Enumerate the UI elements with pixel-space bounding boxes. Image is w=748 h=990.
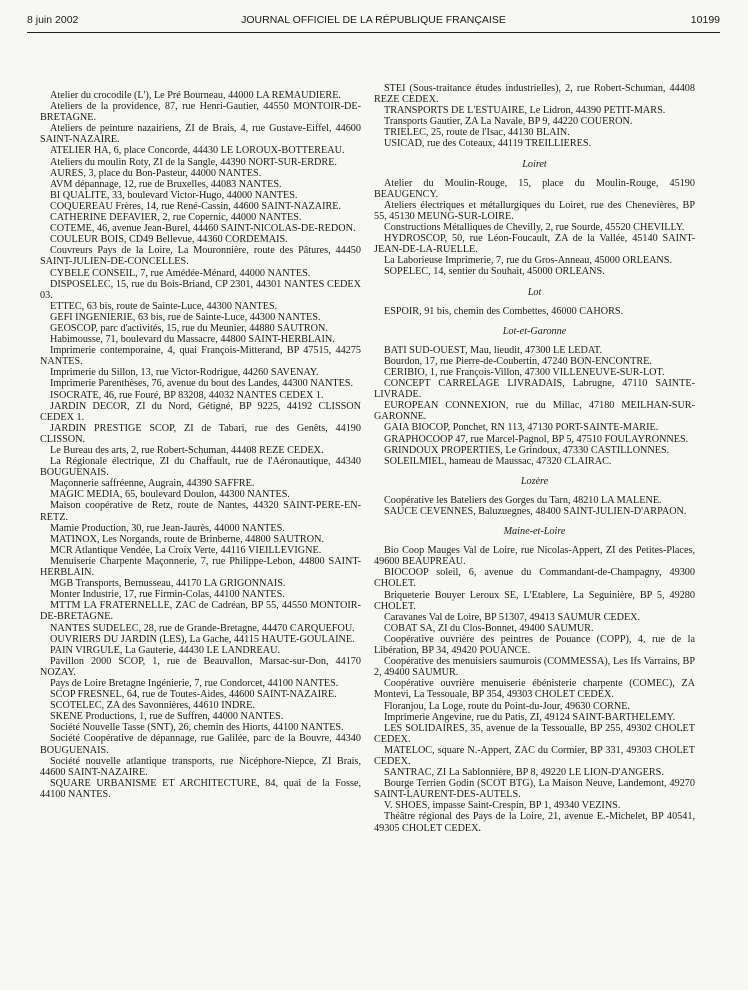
list-entry: MAGIC MEDIA, 65, boulevard Doulon, 44300 NANTES. [50,489,290,501]
list-entry: Menuiserie Charpente Maçonnerie, 7, rue Philippe-Lebon, 44800 SAINT-HERBLAIN. [40,555,361,579]
list-entry: SQUARE URBANISME ET ARCHITECTURE, 84, quai de la Fosse, 44100 NANTES. [40,777,361,800]
list-entry: JARDIN PRESTIGE SCOP, ZI de Tabari, rue des Genêts, 44190 CLISSON. [40,422,361,445]
list-entry: Société Coopérative de dépannage, rue Galilée, parc de la Bouvre, 44340 BOUGUENAIS. [40,733,361,756]
list-entry: Bio Coop Mauges Val de Loire, rue Nicolas-Appert, ZI des Petites-Places, 49600 BEAUPREAU. [374,545,695,568]
list-entry: Coopérative les Bateliers des Gorges du Tarn, 48210 LA MALENE. [384,494,662,506]
list-entry: Ateliers électriques et métallurgiques du Loiret, rue des Chenevières, BP 55, 45130 MEUNG-SUR-LOIRE. [374,199,695,222]
list-entry: TRANSPORTS DE L'ESTUAIRE, Le Lidron, 44390 PETIT-MARS. [384,105,666,117]
list-entry: AURES, 3, place du Bon-Pasteur, 44000 NANTES. [50,167,262,179]
list-entry: COTEME, 46, avenue Jean-Burel, 44460 SAINT-NICOLAS-DE-REDON. [50,223,356,235]
list-entry: MATELOC, square N.-Appert, ZAC du Cormier, BP 331, 49303 CHOLET CEDEX. [374,744,695,767]
section-heading: Loiret [522,158,547,170]
list-entry: EUROPEAN CONNEXION, rue du Millac, 47180 MEILHAN-SUR-GARONNE. [374,400,695,423]
list-entry: Coopérative ouvrière des peintres de Pouance (COPP), 4, rue de la Libération, BP 34, 49420 POUANCE. [374,633,695,657]
list-entry: La Régionale électrique, ZI du Chaffault, rue de l'Aéronautique, 44340 BOUGUENAIS. [40,456,361,479]
list-entry: Société Nouvelle Tasse (SNT), 26, chemin des Hiorts, 44100 NANTES. [50,722,344,734]
list-entry: MATINOX, Les Norgands, route de Brinberne, 44800 SAUTRON. [50,533,324,545]
list-entry: COQUEREAU Frères, 14, rue René-Cassin, 44600 SAINT-NAZAIRE. [50,200,342,212]
list-entry: Briqueterie Bouyer Leroux SE, L'Etablere, La Seguinière, BP 5, 49280 CHOLET. [374,589,695,612]
list-entry: COBAT SA, ZI du Clos-Bonnet, 49400 SAUMUR. [384,622,594,634]
list-entry: OUVRIERS DU JARDIN (LES), La Gache, 44115 HAUTE-GOULAINE. [50,633,355,645]
list-entry: CERIBIO, 1, rue François-Villon, 47300 VILLENEUVE-SUR-LOT. [384,366,665,378]
list-entry: Constructions Métalliques de Chevilly, 2, rue Sourde, 45520 CHEVILLY. [384,222,685,234]
list-entry: Imprimerie Angevine, rue du Patis, ZI, 49124 SAINT-BARTHELEMY. [384,711,676,723]
list-entry: ESPOIR, 91 bis, chemin des Combettes, 46000 CAHORS. [384,305,624,317]
list-entry: SOLEILMIEL, hameau de Maussac, 47320 CLAIRAC. [384,455,612,467]
list-entry: GRAPHOCOOP 47, rue Marcel-Pagnol, BP 5, 47510 FOULAYRONNES. [384,433,689,445]
list-entry: MCR Atlantique Vendée, La Croix Verte, 44116 VIEILLEVIGNE. [50,544,322,556]
list-entry: COULEUR BOIS, CD49 Bellevue, 44360 CORDEMAIS. [50,234,288,246]
list-entry: NANTES SUDELEC, 28, rue de Grande-Bretagne, 44470 CARQUEFOU. [50,622,355,634]
list-entry: Bourge Terrien Godin (SCOT BTG), La Maison Neuve, Landemont, 49270 SAINT-LAURENT-DES-AUTELS. [374,778,695,801]
list-entry: USICAD, rue des Coteaux, 44119 TREILLIERES. [384,138,592,150]
list-entry: Maison coopérative de Retz, route de Nantes, 44320 SAINT-PERE-EN-RETZ. [40,500,361,523]
header-date: 8 juin 2002 [27,14,79,26]
list-entry: Le Bureau des arts, 2, rue Robert-Schuman, 44408 REZE CEDEX. [50,445,324,456]
list-entry: Mamie Production, 30, rue Jean-Jaurès, 44000 NANTES. [50,522,285,534]
list-entry: V. SHOES, impasse Saint-Crespin, BP 1, 49340 VEZINS. [384,800,621,812]
list-entry: AVM dépannage, 12, rue de Bruxelles, 44083 NANTES. [50,178,282,190]
list-entry: CONCEPT CARRELAGE LIVRADAIS, Labrugne, 47110 SAINTE-LIVRADE. [374,378,695,401]
list-entry: BIOCOOP soleil, 6, avenue du Commandant-de-Champagny, 49300 CHOLET. [374,567,695,590]
section-heading: Maine-et-Loire [503,526,566,538]
list-entry: Habimousse, 71, boulevard du Massacre, 44800 SAINT-HERBLAIN. [50,334,335,346]
page-header [27,14,720,30]
list-entry: Imprimerie Parenthèses, 76, avenue du bout des Landes, 44300 NANTES. [50,378,354,390]
list-entry: BI QUALITE, 33, boulevard Victor-Hugo, 44000 NANTES. [50,189,298,201]
list-entry: SANTRAC, ZI La Sablonnière, BP 8, 49220 LE LION-D'ANGERS. [384,767,664,779]
right-column [374,83,695,834]
list-entry: Imprimerie contemporaine, 4, quai François-Mitterand, BP 47515, 44275 NANTES. [40,345,361,368]
list-entry: SAUCE CEVENNES, Baluzuegnes, 48400 SAINT-JULIEN-D'ARPAON. [384,506,687,517]
list-entry: Théâtre régional des Pays de la Loire, 21, avenue E.-Michelet, BP 40541, 49305 CHOLET CEDEX. [374,811,695,834]
list-entry: Floranjou, La Loge, route du Point-du-Jour, 49630 CORNE. [384,700,631,712]
list-entry: SCOP FRESNEL, 64, rue de Toutes-Aides, 44600 SAINT-NAZAIRE. [50,689,337,701]
list-entry: ATELIER HA, 6, place Concorde, 44430 LE LOROUX-BOTTEREAU. [50,145,345,157]
list-entry: Pavillon 2000 SCOP, 1, rue de Beauvallon, Marsac-sur-Don, 44170 NOZAY. [40,655,361,678]
list-entry: Ateliers de la providence, 87, rue Henri-Gautier, 44550 MONTOIR-DE-BRETAGNE. [40,101,361,124]
left-column [40,90,361,800]
list-entry: GEOSCOP, parc d'activités, 15, rue du Meunier, 44880 SAUTRON. [50,322,328,334]
list-entry: Ateliers de peinture nazairiens, ZI de Brais, 4, rue Gustave-Eiffel, 44600 SAINT-NAZAIRE. [40,123,361,146]
list-entry: MTTM LA FRATERNELLE, ZAC de Cadréan, BP 55, 44550 MONTOIR-DE-BRETAGNE. [40,600,361,623]
section-heading: Lot [527,286,542,298]
list-entry: Caravanes Val de Loire, BP 51307, 49413 SAUMUR CEDEX. [384,611,641,623]
list-entry: SOPELEC, 14, sentier du Souhait, 45000 ORLEANS. [384,266,605,278]
list-entry: GEFI INGENIERIE, 63 bis, rue de Sainte-Luce, 44300 NANTES. [50,311,321,323]
list-entry: STEI (Sous-traitance études industrielles), 2, rue Robert-Schuman, 44408 REZE CEDEX. [374,83,695,106]
list-entry: CYBELE CONSEIL, 7, rue Amédée-Ménard, 44000 NANTES. [50,267,311,279]
list-entry: JARDIN DECOR, ZI du Nord, Gétigné, BP 9225, 44192 CLISSON CEDEX 1. [40,400,361,423]
list-entry: Imprimerie du Sillon, 13, rue Victor-Rodrigue, 44260 SAVENAY. [50,367,319,379]
list-entry: MGB Transports, Bernusseau, 44170 LA GRIGONNAIS. [50,578,286,590]
list-entry: Atelier du Moulin-Rouge, 15, place du Moulin-Rouge, 45190 BEAUGENCY. [374,177,695,200]
list-entry: SCOTELEC, ZA des Savonnières, 44610 INDRE. [50,700,255,712]
list-entry: GRINDOUX PROPERTIES, Le Grindoux, 47330 CASTILLONNES. [384,444,670,456]
list-entry: TRIELEC, 25, route de l'Isac, 44130 BLAIN. [384,127,570,139]
list-entry: Monter Industrie, 17, rue Firmin-Colas, 44100 NANTES. [50,589,285,601]
list-entry: ETTEC, 63 bis, route de Sainte-Luce, 44300 NANTES. [50,300,278,312]
list-entry: Atelier du crocodile (L'), Le Pré Bourneau, 44000 LA REMAUDIERE. [50,90,341,101]
list-entry: Couvreurs Pays de la Loire, La Mouronnière, route des Pâtures, 44450 SAINT-JULIEN-DE-CONCELLES. [40,245,361,268]
header-title: JOURNAL OFFICIEL DE LA RÉPUBLIQUE FRANÇAISE [241,14,506,26]
list-entry: Transports Gautier, ZA La Navale, BP 9, 44220 COUERON. [384,116,633,128]
list-entry: HYDROSCOP, 50, rue Léon-Foucault, ZA de la Vallée, 45140 SAINT-JEAN-DE-LA-RUELLE. [374,233,695,256]
list-entry: Coopérative ouvrière menuiserie ébénisterie charpente (COMEC), ZA Montevi, La Tessouale, BP 354, 49303 CHOLET CEDEX. [374,678,695,701]
list-entry: SKENE Productions, 1, rue de Suffren, 44000 NANTES. [50,711,284,723]
list-entry: CATHERINE DEFAVIER, 2, rue Copernic, 44000 NANTES. [50,212,302,224]
list-entry: Coopérative des menuisiers saumurois (COMMESSA), Les Ifs Varrains, BP 2, 49400 SAUMUR. [374,656,695,679]
list-entry: ISOCRATE, 46, rue Fouré, BP 83208, 44032 NANTES CEDEX 1. [50,389,324,401]
list-entry: La Laborieuse Imprimerie, 7, rue du Gros-Anneau, 45000 ORLEANS. [384,255,673,267]
list-entry: Pays de Loire Bretagne Ingénierie, 7, rue Condorcet, 44100 NANTES. [50,677,339,689]
list-entry: PAIN VIRGULE, La Gauterie, 44430 LE LANDREAU. [50,644,281,656]
section-heading: Lot-et-Garonne [502,325,567,337]
list-entry: BATI SUD-OUEST, Mau, lieudit, 47300 LE LEDAT. [384,344,603,356]
list-entry: Bourdon, 17, rue Pierre-de-Coubertin, 47240 BON-ENCONTRE. [384,355,652,367]
list-entry: Société nouvelle atlantique transports, rue Nicéphore-Niepce, ZI Brais, 44600 SAINT-NAZAIRE. [40,755,361,778]
list-entry: LES SOLIDAIRES, 35, avenue de la Tessoualle, BP 255, 49302 CHOLET CEDEX. [374,722,695,745]
header-page-number: 10199 [690,14,720,26]
list-entry: GAIA BIOCOP, Ponchet, RN 113, 47130 PORT-SAINTE-MARIE. [384,422,659,434]
list-entry: Ateliers du moulin Roty, ZI de la Sangle, 44390 NORT-SUR-ERDRE. [50,156,337,168]
header-rule [27,32,720,33]
list-entry: Maçonnerie saffréenne, Augrain, 44390 SAFFRE. [50,478,255,490]
section-heading: Lozère [520,475,549,487]
list-entry: DISPOSELEC, 15, rue du Bois-Briand, CP 2301, 44301 NANTES CEDEX 03. [40,278,361,301]
